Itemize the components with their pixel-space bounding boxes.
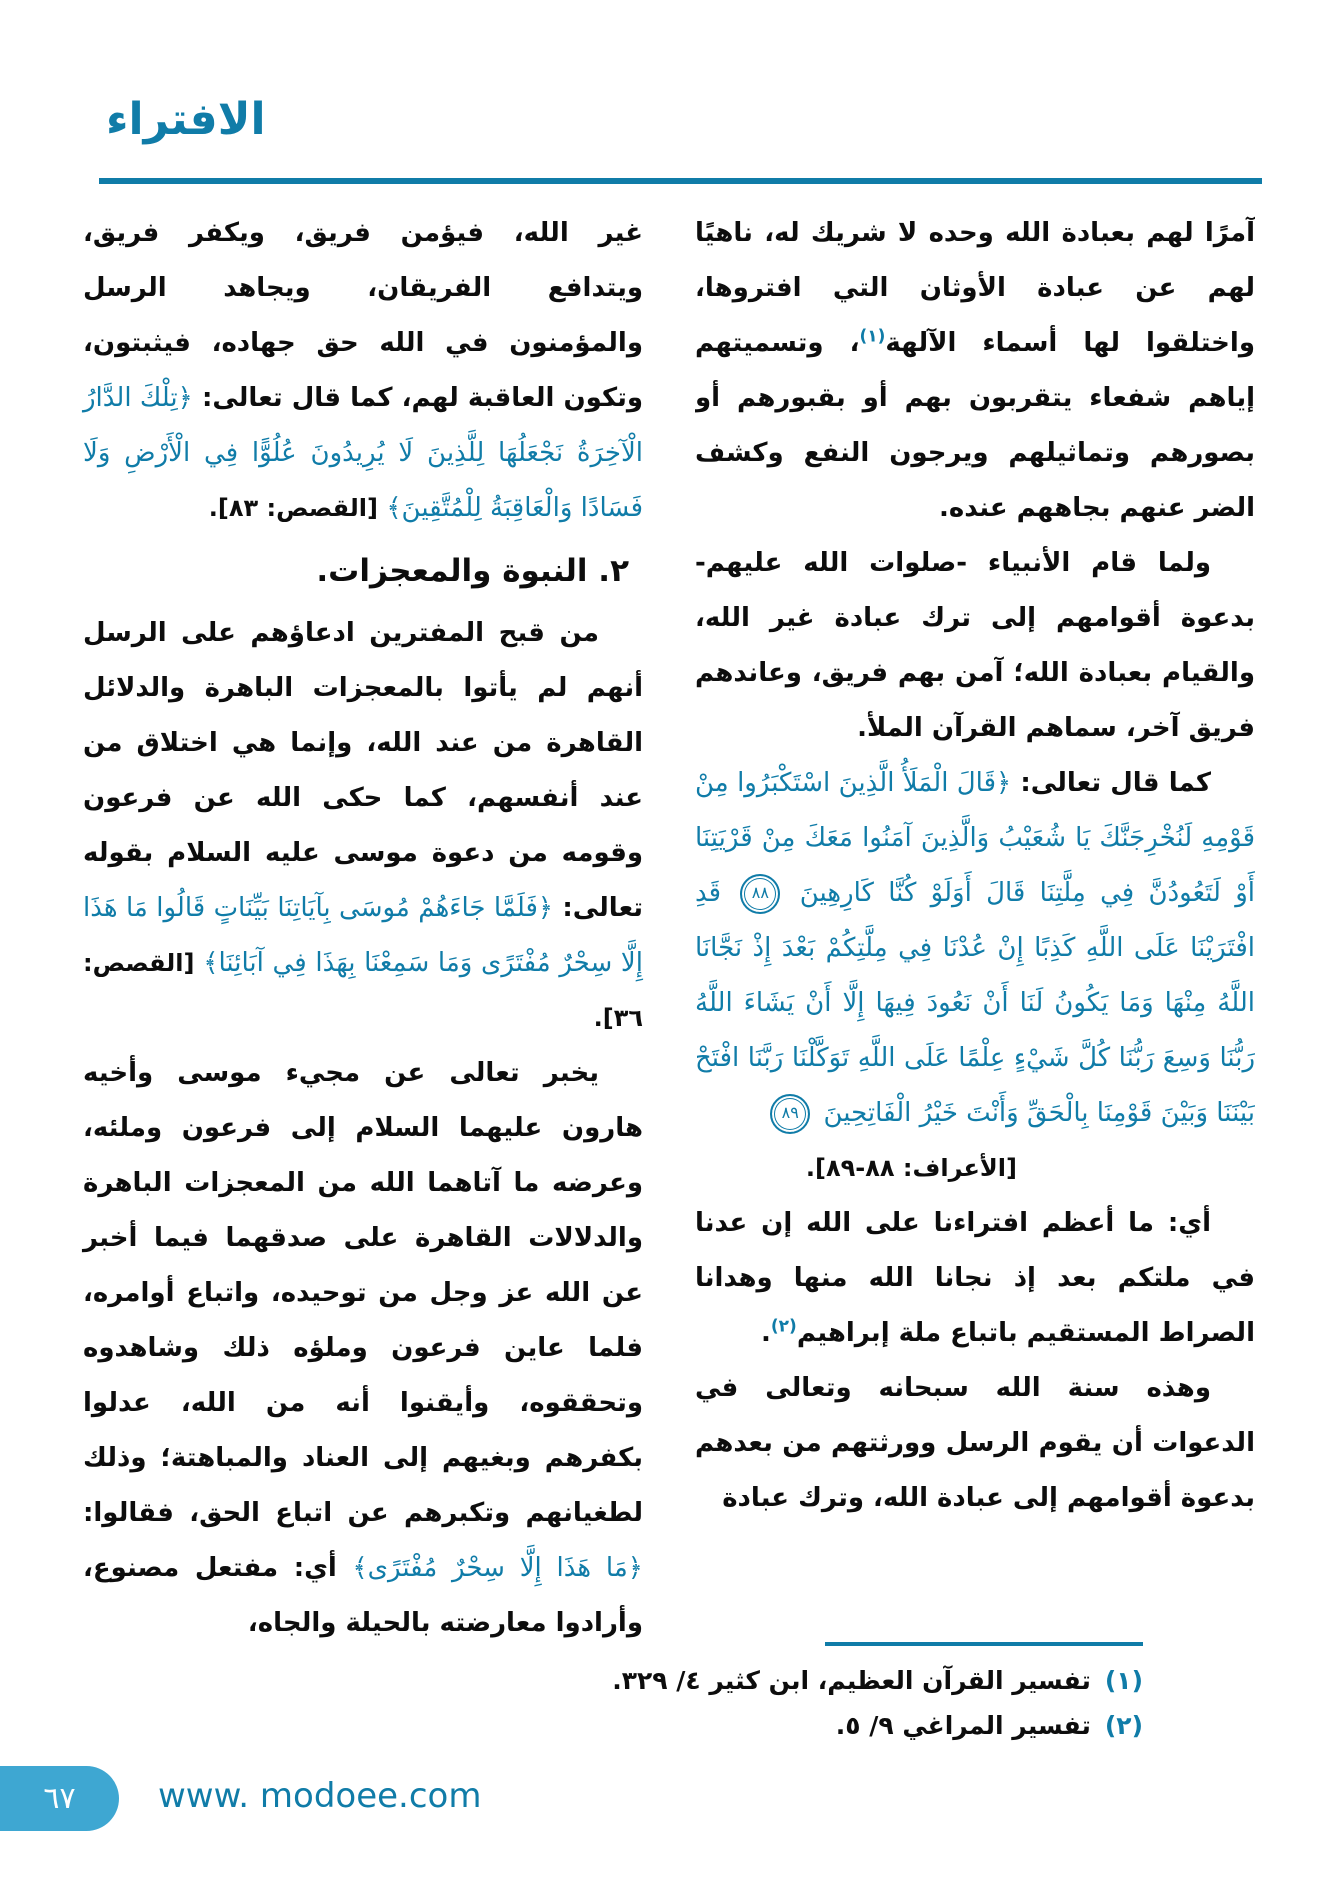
aya-number: ٨٨ (740, 874, 780, 914)
body-text: آمرًا لهم بعبادة الله وحده لا شريك له، ناهيًا لهم عن عبادة الأوثان التي افتروها، واختلقوا لها أسماء الآلهة (695, 218, 1255, 358)
footnote-text: تفسير المراغي ٩/ ٥. (835, 1711, 1091, 1740)
footnote (578, 1703, 1143, 1748)
page-title: الافتراء (106, 94, 266, 145)
quran-text: ﴿قَالَ الْمَلَأُ الَّذِينَ اسْتَكْبَرُوا مِنْ قَوْمِهِ لَنُخْرِجَنَّكَ يَا شُعَيْبُ وَالَّذِينَ آمَنُوا مَعَكَ مِنْ قَرْيَتِنَا أَوْ لَتَعُودُنَّ فِي مِلَّتِنَا قَالَ أَوَلَوْ كُنَّا كَارِهِينَ (695, 768, 1255, 908)
footnote-number: (١) (1104, 1666, 1143, 1695)
body-text: كما قال تعالى: (1011, 768, 1212, 798)
footnote-marker-sup: (١) (859, 326, 886, 347)
paragraph (83, 606, 643, 1046)
footnote-list (578, 1658, 1143, 1748)
quran-text: ﴿فَلَمَّا جَاءَهُمْ مُوسَى بِآيَاتِنَا بَيِّنَاتٍ قَالُوا مَا هَذَا إِلَّا سِحْرٌ مُفْتَرًى وَمَا سَمِعْنَا بِهَذَا فِي آبَائِنَا﴾ (83, 893, 643, 978)
column-right (695, 206, 1255, 1644)
footnote-number: (٢) (1104, 1711, 1143, 1740)
quran-text: قَدِ افْتَرَيْنَا عَلَى اللَّهِ كَذِبًا إِنْ عُدْنَا فِي مِلَّتِكُمْ بَعْدَ إِذْ نَجَّانَا اللَّهُ مِنْهَا وَمَا يَكُونُ لَنَا أَنْ نَعُودَ فِيهَا إِلَّا أَنْ يَشَاءَ اللَّهُ رَبُّنَا وَسِعَ رَبُّنَا كُلَّ شَيْءٍ عِلْمًا عَلَى اللَّهِ تَوَكَّلْنَا رَبَّنَا افْتَحْ بَيْنَنَا وَبَيْنَ قَوْمِنَا بِالْحَقِّ وَأَنْتَ خَيْرُ الْفَاتِحِينَ (695, 878, 1255, 1128)
page-number: ٦٧ (43, 1781, 76, 1816)
verse-reference: [القصص: ٨٣]. (208, 494, 387, 522)
paragraph (695, 206, 1255, 536)
paragraph (695, 1196, 1255, 1361)
body-text: ولما قام الأنبياء -صلوات الله عليهم- بدعوة أقوامهم إلى ترك عبادة غير الله، والقيام بعبادة الله؛ آمن بهم فريق، وعاندهم فريق آخر، سماهم القرآن الملأ. (695, 548, 1255, 743)
content-columns (83, 206, 1255, 1651)
body-text: من قبح المفترين ادعاؤهم على الرسل أنهم لم يأتوا بالمعجزات الباهرة والدلائل القاهرة من عند الله، وإنما هي اختلاق من عند أنفسهم، كما حكى الله عن فرعون وقومه من دعوة موسى عليه السلام بقوله تعالى: (83, 618, 644, 923)
paragraph (83, 206, 643, 536)
paragraph (695, 536, 1255, 756)
body-text: أي: ما أعظم افتراءنا على الله إن عدنا في ملتكم بعد إذ نجانا الله منها وهدانا الصراط المستقيم باتباع ملة إبراهيم (695, 1208, 1255, 1348)
body-text: وهذه سنة الله سبحانه وتعالى في الدعوات أن يقوم الرسل وورثتهم من بعدهم بدعوة أقوامهم إلى عبادة الله، وترك عبادة (695, 1373, 1255, 1513)
footnotes-block (578, 1642, 1143, 1748)
body-text: ، وتسميتهم إياهم شفعاء يتقربون بهم أو بقبورهم أو بصورهم وتماثيلهم ويرجون النفع وكشف الضر عنهم بجاههم عنده. (695, 328, 1255, 523)
body-text: أي: مفتعل مصنوع، وأرادوا معارضته بالحيلة والجاه، (83, 1553, 643, 1638)
paragraph (695, 756, 1255, 1141)
paragraph (83, 1046, 643, 1651)
body-text: يخبر تعالى عن مجيء موسى وأخيه هارون عليهما السلام إلى فرعون وملئه، وعرضه ما آتاهما الله من المعجزات الباهرة والدلالات القاهرة على صدقهما فيما أخبر عن الله عز وجل من توحيده، واتباع أوامره، فلما عاين فرعون وملؤه ذلك وشاهدوه وتحققوه، وأيقنوا أنه من الله، عدلوا بكفرهم وبغيهم إلى العناد والمباهتة؛ وذلك لطغيانهم وتكبرهم عن اتباع الحق، فقالوا: (83, 1058, 643, 1528)
website-link[interactable]: www. modoee.com (158, 1776, 482, 1816)
column-left (83, 206, 643, 1651)
footnote (578, 1658, 1143, 1703)
quran-text: ﴿مَا هَذَا إِلَّا سِحْرٌ مُفْتَرًى﴾ (352, 1553, 643, 1583)
verse-reference: [الأعراف: ٨٨-٨٩]. (805, 1154, 1017, 1182)
body-text: . (760, 1318, 771, 1348)
verse-reference: [القصص: ٣٦]. (83, 949, 643, 1032)
header-rule (99, 178, 1262, 184)
aya-number: ٨٩ (770, 1094, 810, 1134)
quran-text: ﴿تِلْكَ الدَّارُ الْآخِرَةُ نَجْعَلُهَا لِلَّذِينَ لَا يُرِيدُونَ عُلُوًّا فِي الْأَرْضِ وَلَا فَسَادًا وَالْعَاقِبَةُ لِلْمُتَّقِينَ﴾ (83, 383, 643, 523)
body-text: غير الله، فيؤمن فريق، ويكفر فريق، ويتدافع الفريقان، ويجاهد الرسل والمؤمنون في الله حق جهاده، فيثبتون، وتكون العاقبة لهم، كما قال تعالى: (83, 218, 643, 413)
page-number-pill (0, 1766, 119, 1831)
paragraph (695, 1141, 1255, 1196)
footnote-marker-sup: (٢) (770, 1316, 797, 1337)
paragraph (695, 1361, 1255, 1526)
footnote-text: تفسير القرآن العظيم، ابن كثير ٤/ ٣٢٩. (612, 1666, 1091, 1695)
section-heading (83, 540, 643, 602)
footnote-separator (825, 1642, 1143, 1646)
body-text: ٢. النبوة والمعجزات. (316, 553, 629, 589)
